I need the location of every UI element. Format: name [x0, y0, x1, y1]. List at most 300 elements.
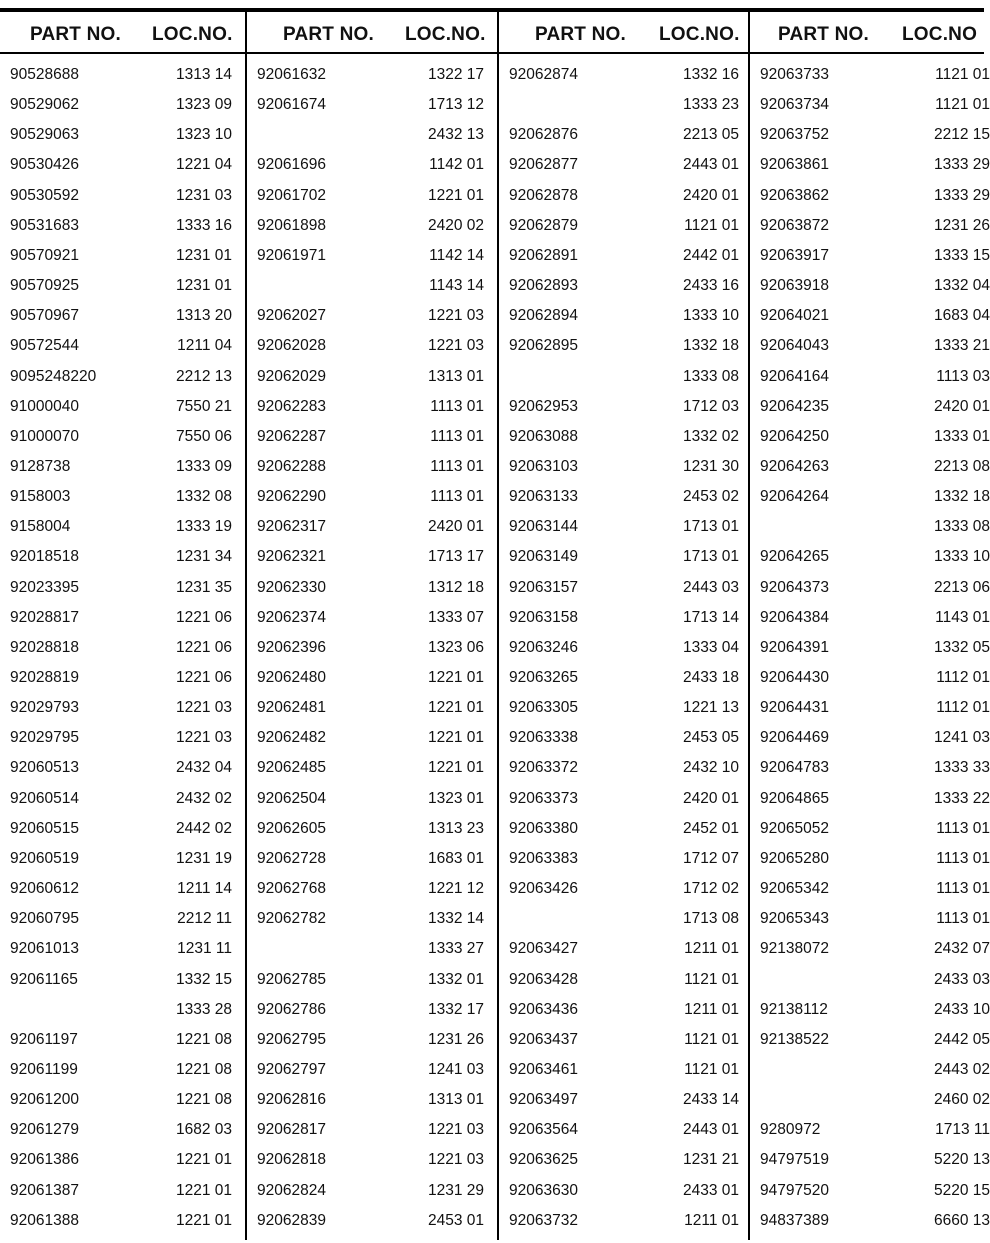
location-number: 1333 23	[682, 96, 739, 114]
loc-no-header: LOC.NO	[902, 24, 978, 45]
location-number: 1221 01	[175, 1211, 232, 1229]
table-row	[499, 1061, 748, 1091]
table-row	[499, 548, 748, 578]
table-row	[247, 1121, 497, 1151]
part-no-header: PART NO.	[535, 24, 626, 45]
table-row	[247, 277, 497, 307]
part-number: 92063383	[509, 849, 578, 867]
location-number: 1323 09	[175, 96, 232, 114]
part-number: 92062768	[257, 880, 326, 898]
part-number: 92062485	[257, 759, 326, 777]
location-number: 1121 01	[935, 66, 990, 83]
table-row	[247, 458, 497, 488]
part-number: 92064783	[760, 759, 829, 777]
table-row	[247, 1031, 497, 1061]
table-row	[750, 789, 990, 820]
part-number: 92060514	[10, 789, 79, 807]
location-number: 1332 15	[175, 970, 232, 988]
table-row	[0, 518, 245, 548]
location-number: 1113 01	[936, 819, 990, 837]
location-number: 5220 15	[933, 1181, 990, 1199]
part-number: 92061387	[10, 1181, 79, 1199]
part-number: 92063427	[509, 940, 578, 958]
part-number: 92063497	[509, 1091, 578, 1109]
part-number: 92138112	[760, 1000, 828, 1018]
table-row	[0, 639, 245, 669]
part-number: 92061165	[10, 970, 78, 988]
table-row	[0, 368, 245, 398]
part-number: 9128738	[10, 457, 71, 475]
table-row	[0, 1061, 245, 1091]
location-number: 6660 13	[933, 1211, 990, 1229]
location-number: 1333 09	[175, 457, 232, 475]
table-row	[499, 971, 748, 1001]
part-number: 92064384	[760, 608, 829, 626]
table-row	[499, 1001, 748, 1031]
location-number: 1221 03	[427, 337, 484, 355]
part-number: 92062895	[509, 337, 578, 355]
table-row	[247, 96, 497, 126]
table-row	[499, 66, 748, 96]
part-number: 92062605	[257, 819, 326, 837]
location-number: 5220 13	[933, 1151, 990, 1169]
table-row	[247, 639, 497, 669]
part-number: 92062877	[509, 156, 578, 174]
part-number: 92063265	[509, 669, 578, 686]
part-number: 92063373	[509, 789, 578, 807]
table-row	[0, 940, 245, 970]
location-number: 1231 11	[177, 940, 232, 958]
table-row	[247, 729, 497, 759]
table-row	[750, 759, 990, 789]
location-number: 1231 29	[427, 1181, 484, 1199]
part-number: 92029795	[10, 729, 79, 747]
part-number: 90529063	[10, 126, 79, 144]
part-number: 92064235	[760, 397, 829, 415]
table-row	[499, 639, 748, 669]
index-column-4	[750, 0, 990, 1243]
location-number: 2213 08	[933, 457, 990, 475]
location-number: 1112 01	[936, 669, 990, 686]
table-row	[750, 397, 990, 428]
location-number: 1211 01	[684, 1211, 739, 1229]
location-number: 2432 10	[682, 759, 739, 777]
table-row	[750, 66, 990, 96]
part-number: 92063133	[509, 488, 578, 506]
part-number: 9158003	[10, 488, 71, 506]
part-number: 92064164	[760, 367, 829, 385]
part-number: 92062786	[257, 1000, 326, 1018]
location-number: 1323 10	[175, 126, 232, 144]
part-number: 92063426	[509, 880, 578, 898]
location-number: 1322 17	[427, 66, 484, 83]
part-number: 94797520	[760, 1181, 829, 1199]
location-number: 2433 10	[933, 1000, 990, 1018]
location-number: 1113 01	[430, 427, 484, 445]
location-number: 1231 01	[175, 246, 232, 264]
location-number: 1231 26	[427, 1030, 484, 1048]
part-number: 92062290	[257, 488, 326, 506]
location-number: 1713 01	[682, 518, 739, 536]
table-row	[750, 126, 990, 156]
location-number: 1312 18	[427, 578, 484, 596]
table-row	[750, 1211, 990, 1242]
table-row	[750, 96, 990, 126]
location-number: 2433 16	[682, 277, 739, 295]
table-row	[0, 488, 245, 518]
location-number: 1683 01	[427, 849, 484, 867]
part-number: 92062876	[509, 126, 578, 144]
table-row	[0, 699, 245, 729]
location-number: 1113 03	[936, 367, 990, 385]
location-number: 1712 03	[682, 397, 739, 415]
table-row	[0, 850, 245, 880]
location-number: 1333 22	[933, 789, 990, 807]
part-number: 92062029	[257, 367, 326, 385]
part-number: 92062891	[509, 246, 578, 264]
location-number: 2420 01	[933, 397, 990, 415]
location-number: 1221 03	[427, 1121, 484, 1139]
table-row	[750, 488, 990, 518]
part-number: 92062374	[257, 608, 326, 626]
part-number: 9095248220	[10, 367, 97, 385]
location-number: 2420 01	[682, 789, 739, 807]
loc-no-header: LOC.NO.	[405, 24, 486, 45]
table-row	[750, 548, 990, 578]
location-number: 1211 01	[684, 1000, 739, 1018]
table-row	[247, 368, 497, 398]
table-row	[0, 1001, 245, 1031]
part-number: 92064391	[760, 638, 829, 656]
part-number: 92062839	[257, 1211, 326, 1229]
part-number: 92061702	[257, 186, 326, 204]
part-number: 92064043	[760, 337, 829, 355]
part-number: 92062480	[257, 669, 326, 686]
table-row	[750, 729, 990, 759]
table-row	[0, 398, 245, 428]
table-row	[750, 246, 990, 277]
part-number: 92063752	[760, 126, 829, 144]
table-row	[247, 428, 497, 458]
part-number: 92062953	[509, 397, 578, 415]
part-number: 90531683	[10, 216, 79, 234]
location-number: 1323 01	[427, 789, 484, 807]
table-row	[0, 217, 245, 247]
table-row	[0, 1121, 245, 1151]
table-row	[499, 217, 748, 247]
index-column-3	[499, 0, 748, 1243]
location-number: 1143 14	[429, 277, 484, 295]
location-number: 2420 01	[682, 186, 739, 204]
table-row	[750, 1181, 990, 1212]
table-row	[499, 428, 748, 458]
table-row	[247, 1182, 497, 1212]
part-number: 92060519	[10, 849, 79, 867]
part-number: 92064430	[760, 669, 829, 686]
table-row	[0, 820, 245, 850]
location-number: 2433 18	[682, 669, 739, 686]
table-row	[499, 277, 748, 307]
location-number: 1682 03	[175, 1121, 232, 1139]
location-number: 1221 06	[175, 638, 232, 656]
table-row	[750, 910, 990, 940]
table-row	[0, 337, 245, 367]
table-row	[247, 790, 497, 820]
part-number: 92064264	[760, 488, 829, 506]
part-number: 92061199	[10, 1060, 78, 1078]
table-row	[0, 880, 245, 910]
location-number: 1113 01	[936, 910, 990, 928]
part-number: 92063437	[509, 1030, 578, 1048]
table-row	[0, 1031, 245, 1061]
location-number: 1332 16	[682, 66, 739, 83]
location-number: 1221 03	[175, 729, 232, 747]
index-column-1	[0, 0, 245, 1243]
location-number: 1332 08	[175, 488, 232, 506]
location-number: 1313 01	[427, 1091, 484, 1109]
table-row	[0, 428, 245, 458]
table-row	[0, 759, 245, 789]
location-number: 1221 01	[427, 669, 484, 686]
table-row	[0, 609, 245, 639]
table-row	[247, 759, 497, 789]
location-number: 1241 03	[933, 729, 990, 747]
location-number: 1333 33	[933, 759, 990, 777]
location-number: 1713 17	[427, 548, 484, 566]
part-number: 92063157	[509, 578, 578, 596]
location-number: 1313 01	[427, 367, 484, 385]
part-number: 92028819	[10, 669, 79, 686]
part-number: 92062321	[257, 548, 326, 566]
part-number: 9280972	[760, 1121, 821, 1139]
part-number: 92064250	[760, 427, 829, 445]
part-number: 92061674	[257, 96, 326, 114]
part-number: 92063630	[509, 1181, 578, 1199]
location-number: 2432 13	[427, 126, 484, 144]
location-number: 1333 19	[175, 518, 232, 536]
part-number: 92060513	[10, 759, 79, 777]
part-number: 90570921	[10, 246, 79, 264]
part-number: 90570967	[10, 307, 79, 325]
table-row	[750, 1091, 990, 1121]
table-row	[499, 518, 748, 548]
location-number: 1332 04	[933, 277, 990, 295]
location-number: 2443 02	[933, 1060, 990, 1078]
part-number: 92061898	[257, 216, 326, 234]
location-number: 2212 15	[933, 126, 990, 144]
location-number: 1231 01	[175, 277, 232, 295]
part-number: 92063428	[509, 970, 578, 988]
location-number: 2433 03	[933, 970, 990, 988]
table-row	[247, 1091, 497, 1121]
location-number: 2433 01	[682, 1181, 739, 1199]
location-number: 1221 08	[175, 1060, 232, 1078]
table-row	[247, 699, 497, 729]
table-row	[0, 669, 245, 699]
table-row	[750, 578, 990, 609]
part-number: 92062330	[257, 578, 326, 596]
part-number: 92063372	[509, 759, 578, 777]
part-no-header: PART NO.	[30, 24, 121, 45]
table-row	[247, 217, 497, 247]
table-row	[750, 1030, 990, 1061]
location-number: 1121 01	[684, 970, 739, 988]
location-number: 2432 04	[175, 759, 232, 777]
table-row	[499, 126, 748, 156]
location-number: 2442 05	[933, 1030, 990, 1048]
part-number: 92062288	[257, 457, 326, 475]
location-number: 1231 26	[933, 216, 990, 234]
location-number: 1143 01	[935, 608, 990, 626]
part-number: 92063246	[509, 638, 578, 656]
part-number: 92062283	[257, 397, 326, 415]
part-number: 90570925	[10, 277, 79, 295]
part-number: 92061632	[257, 66, 326, 83]
table-row	[499, 458, 748, 488]
table-row	[750, 940, 990, 970]
table-row	[247, 850, 497, 880]
part-number: 92062504	[257, 789, 326, 807]
location-number: 1333 15	[933, 246, 990, 264]
part-no-header: PART NO.	[283, 24, 374, 45]
location-number: 1713 11	[935, 1121, 990, 1139]
table-row	[0, 729, 245, 759]
location-number: 1313 23	[427, 819, 484, 837]
part-number: 92062287	[257, 427, 326, 445]
table-row	[499, 729, 748, 759]
location-number: 1333 27	[427, 940, 484, 958]
part-number: 92063305	[509, 699, 578, 717]
part-number: 92062893	[509, 277, 578, 295]
table-row	[750, 1151, 990, 1181]
table-row	[750, 307, 990, 337]
table-row	[247, 579, 497, 609]
table-row	[0, 96, 245, 126]
location-number: 1241 03	[427, 1060, 484, 1078]
part-number: 90572544	[10, 337, 79, 355]
part-number: 92061013	[10, 940, 79, 958]
location-number: 1332 05	[933, 638, 990, 656]
location-number: 1112 01	[936, 699, 990, 717]
table-row	[499, 156, 748, 186]
table-row	[499, 307, 748, 337]
location-number: 2443 01	[682, 1121, 739, 1139]
part-number: 92064373	[760, 578, 829, 596]
table-row	[750, 699, 990, 729]
location-number: 2453 01	[427, 1211, 484, 1229]
location-number: 1121 01	[684, 216, 739, 234]
part-number: 92061200	[10, 1091, 79, 1109]
part-number: 90529062	[10, 96, 79, 114]
location-number: 1142 01	[429, 156, 484, 174]
part-number: 92062728	[257, 849, 326, 867]
table-row	[0, 1091, 245, 1121]
table-row	[499, 790, 748, 820]
loc-no-header: LOC.NO.	[659, 24, 740, 45]
table-row	[247, 669, 497, 699]
table-row	[247, 126, 497, 156]
part-number: 92062824	[257, 1181, 326, 1199]
location-number: 1121 01	[684, 1030, 739, 1048]
location-number: 1113 01	[430, 457, 484, 475]
part-number: 92062817	[257, 1121, 326, 1139]
part-number: 92060515	[10, 819, 79, 837]
part-number: 92062816	[257, 1091, 326, 1109]
table-row	[750, 518, 990, 548]
part-number: 92062797	[257, 1060, 326, 1078]
location-number: 2442 02	[175, 819, 232, 837]
location-number: 1313 20	[175, 307, 232, 325]
table-row	[0, 548, 245, 578]
table-row	[247, 548, 497, 578]
loc-no-header: LOC.NO.	[152, 24, 233, 45]
part-number: 92063144	[509, 518, 578, 536]
location-number: 1221 06	[175, 669, 232, 686]
part-number: 92062785	[257, 970, 326, 988]
location-number: 1221 08	[175, 1091, 232, 1109]
table-row	[750, 1121, 990, 1151]
part-number: 92063733	[760, 66, 829, 83]
location-number: 1221 08	[175, 1030, 232, 1048]
part-number: 92063918	[760, 277, 829, 295]
table-row	[247, 247, 497, 277]
location-number: 1113 01	[430, 397, 484, 415]
table-row	[499, 880, 748, 910]
part-number: 92065052	[760, 819, 829, 837]
location-number: 2213 06	[933, 578, 990, 596]
location-number: 2420 02	[427, 216, 484, 234]
part-number: 91000040	[10, 397, 79, 415]
table-row	[499, 759, 748, 789]
location-number: 1333 28	[175, 1000, 232, 1018]
part-number: 92028818	[10, 638, 79, 656]
part-number: 92062027	[257, 307, 326, 325]
location-number: 1121 01	[684, 1060, 739, 1078]
location-number: 1142 14	[429, 246, 484, 264]
location-number: 2442 01	[682, 246, 739, 264]
location-number: 1221 03	[427, 1151, 484, 1169]
part-number: 92062782	[257, 910, 326, 928]
part-number: 90530592	[10, 186, 79, 204]
table-row	[247, 820, 497, 850]
table-row	[750, 849, 990, 880]
location-number: 1231 35	[175, 578, 232, 596]
location-number: 1211 01	[684, 940, 739, 958]
part-number: 91000070	[10, 427, 79, 445]
location-number: 1333 01	[933, 427, 990, 445]
table-row	[499, 337, 748, 367]
table-row	[247, 66, 497, 96]
table-row	[750, 216, 990, 247]
part-number: 92063436	[509, 1000, 578, 1018]
part-number: 92063149	[509, 548, 578, 566]
table-row	[247, 488, 497, 518]
part-number: 92062396	[257, 638, 326, 656]
location-number: 1221 01	[427, 759, 484, 777]
part-number: 92065342	[760, 880, 829, 898]
location-number: 1211 14	[177, 880, 232, 898]
table-row	[247, 1001, 497, 1031]
table-row	[499, 1151, 748, 1181]
part-number: 92063625	[509, 1151, 578, 1169]
location-number: 1221 01	[175, 1181, 232, 1199]
table-row	[247, 398, 497, 428]
table-row	[750, 457, 990, 488]
table-row	[247, 156, 497, 186]
table-row	[0, 1182, 245, 1212]
part-number: 92064263	[760, 457, 829, 475]
part-number: 92063103	[509, 457, 578, 475]
